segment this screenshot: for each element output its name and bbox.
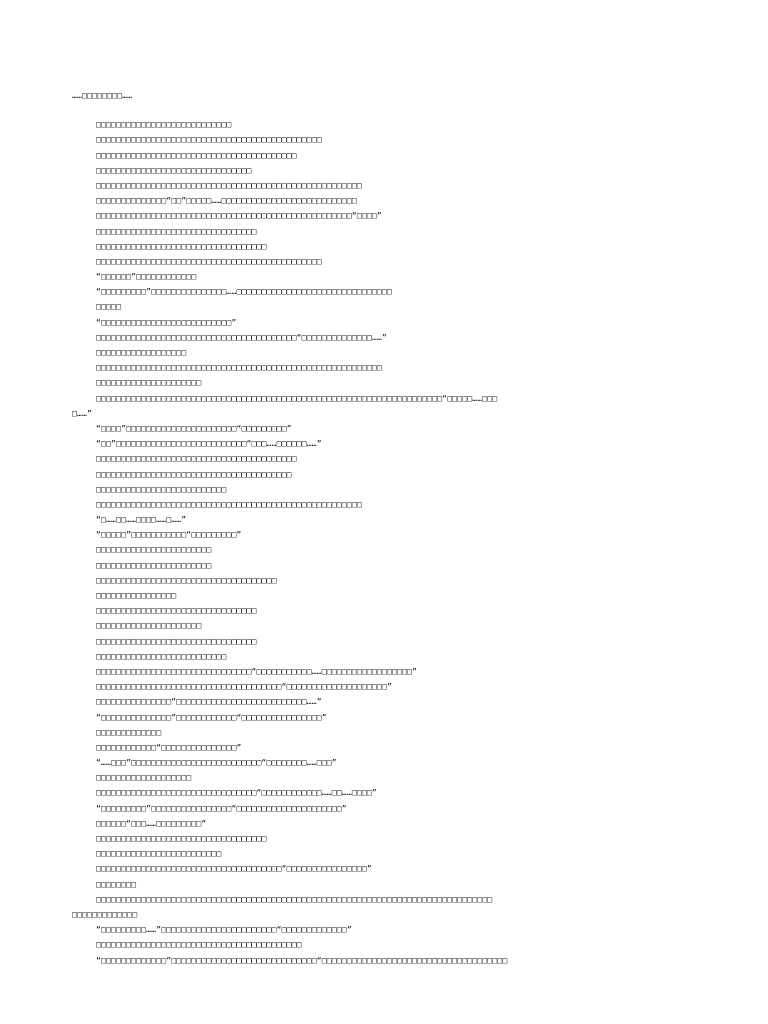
text-line: □□□□□□□□□□□□□□□□□□□□□□□□□□□□□□□□	[96, 226, 257, 236]
text-line: □□□□□□□□□□□□□□“□□”□□□□□……□□□□□□□□□□□□□□□□□□□□□□□□□□□	[96, 196, 357, 206]
text-line: □□□□□□□□□□□□□□□□□□□□□□□□□□□□□□□□□□□□□□□□□□□□□□□□□□□“□□□□”	[96, 211, 382, 221]
text-line: □□□□□□□□□□□□□□□□□□□□□□□	[96, 545, 212, 555]
text-line: □□□□□□□□□□□□“□□□□□□□□□□□□□□□”	[96, 742, 242, 752]
text-line: □□□□□	[96, 302, 122, 312]
text-line: □□□□□□□□□□□□□□□□□□□□□□□□□□□	[96, 120, 232, 130]
text-line: “□□□□□□□□□□□□□□”□□□□□□□□□□□□“□□□□□□□□□□□□□□□□”	[96, 712, 327, 722]
text-line: □□□□□□□□□□□□□□□□□□□□□□□□□□□□□□□□□□□□□□□□□	[96, 940, 302, 950]
text-line: □□□□□□□□□□□□□□□□□□□□□□□□□□□□□□□□□□□□	[96, 575, 277, 585]
text-line: □□□□□□□□□□□□□□□□□□□□□□□□□□□□□□□□□□□□□“□□□□□□□□□□□□□□□□□□□□”	[96, 682, 392, 692]
text-line: □□□□□□□□□□□□□□□□□□□□□□□□□□	[96, 651, 227, 661]
text-line: □□□□□□□□□□□□□□□□□□□□□□□□□□□□□□□□□□□□□□□□	[96, 150, 297, 160]
text-line: “……□□□”□□□□□□□□□□□□□□□□□□□□□□□□□□“□□□□□□□□……□□□”	[96, 758, 337, 768]
text-line: □□□□□□□□□□□□□□□□□□□□□□□□□□□□□□□□□□□□□□□□□□□□□□□□□□□□□	[96, 499, 362, 509]
text-line: □□□□□□□□□□□□□□□□□□□□□□□□□□□□□□□□“□□□□□□□□□□□□……□□……□□□□”	[96, 788, 377, 798]
document-body	[72, 117, 696, 968]
text-line: “□□□□□□□□□□□□□□□□□□□□□□□□□□”	[96, 317, 237, 327]
text-line: □□□□□□□□□□□□□□□□□□□□□□□□□	[96, 849, 222, 859]
text-line: □□□□□□□□□□□□□□□□□□□□□□□	[96, 560, 212, 570]
text-line: □□□□□□□□□□□□□□□□□□□□□□□□□□□□□□□□□□□□□□□□“□□□□□□□□□□□□□□……”	[96, 332, 387, 342]
text-line: □□□□□□□□□□□□□□□□□□□□□□□□□□□□□□□□□□□□□“□□□□□□□□□□□□□□□□”	[96, 864, 372, 874]
text-line: □□□□□□□□□□□□□□□□□□□□□□□□□□□□□□□□□□□□□□□	[96, 469, 292, 479]
text-line: □□□□□□□□□□□□□□□□□□□□□□□□□□	[96, 484, 227, 494]
document-page	[72, 88, 696, 968]
text-line: □□□□□□□□□□□□□	[96, 727, 162, 737]
text-line: □……”	[72, 408, 93, 418]
text-line: “□□□□□□□□□”□□□□□□□□□□□□□□□□“□□□□□□□□□□□□□□□□□□□□□”	[96, 803, 347, 813]
text-line: □□□□□□□□□□□□□□□□□□□□□□□□□□□□□□□□□□□□□□□□□□□□□	[96, 256, 322, 266]
text-line: “□□□□□□”□□□□□□□□□□□□	[96, 272, 197, 282]
document-heading: ……□□□□□□□□……	[72, 91, 133, 100]
text-line: “□□□□”□□□□□□□□□□□□□□□□□□□□□□“□□□□□□□□□”	[96, 423, 292, 433]
text-line: □□□□□□□□□□□□□□□□□□□□□□□□□□□□□□□□□□□□□□□□	[96, 454, 297, 464]
text-line: □□□□□□□□□□□□□□□□□□□□□□□□□□□□□□□□□□□□□□□□□□□□□□□□□□□□□□□□□□□□□□□□□□□□□□□□□□□□□□□	[96, 894, 493, 904]
text-line: “□□□□□□□□□□□□□”□□□□□□□□□□□□□□□□□□□□□□□□□□□□□“□□□□□□□□□□□□□□□□□□□□□□□□□□□□□□□□□□□□□	[96, 955, 508, 965]
text-line: “□□□□□□□□□”□□□□□□□□□□□□□□□……□□□□□□□□□□□□□□□□□□□□□□□□□□□□□□□	[96, 287, 392, 297]
text-line: □□□□□□□□□□□□□□□□□□□□□□□□□□□□□□□□□□□□□□□□□□□□□□□□□□□□□□□□□□□□□□□□□□□□□“□□□□□……□□□	[96, 393, 498, 403]
text-line: □□□□□□□□□□□□□□□□□□□□□□□□□□□□□□□□□□□□□□□□□□□□□	[96, 135, 322, 145]
text-line: □□□□□□□□□□□□□□□□□□	[96, 348, 187, 357]
text-line: “□……□□……□□□□……□……”	[96, 515, 187, 525]
text-line: □□□□□□□□□□□□□□□□□□□□□□□□□□□□□□□“□□□□□□□□□□□……□□□□□□□□□□□□□□□□□□”	[96, 666, 418, 676]
text-line: □□□□□□□□□□□□□□□□□□□□□	[96, 621, 202, 631]
text-line: □□□□□□□□□□□□□□□□□□□□□□□□□□□□□□□□□□□□□□□□□□□□□□□□□□□□□	[96, 180, 362, 190]
text-line: □□□□□□□□□□□□□□□□□□□□□□□□□□□□□□□□□□□□□□□□□□□□□□□□□□□□□□□□□	[96, 363, 382, 373]
text-line: □□□□□□□□□□□□□□□□□□□	[96, 773, 192, 783]
text-line: □□□□□□□□□□□□□□□□□□□□□□□□□□□□□□□□□□	[96, 834, 267, 843]
text-line: “□□□□□”□□□□□□□□□□□“□□□□□□□□□”	[96, 530, 242, 540]
text-line: □□□□□□□□	[96, 879, 137, 889]
text-line: □□□□□□□□□□□□□□□□□□□□□□□□□□□□□□□□	[96, 636, 257, 646]
text-line: □□□□□□“□□□……□□□□□□□□□”	[96, 818, 207, 828]
text-line: “□□”□□□□□□□□□□□□□□□□□□□□□□□□□□“□□□……□□□□□□……”	[96, 439, 322, 449]
text-line: □□□□□□□□□□□□□□□“□□□□□□□□□□□□□□□□□□□□□□□□□□……”	[96, 697, 322, 707]
text-line: □□□□□□□□□□□□□□□□□□□□□	[96, 378, 202, 388]
text-line: □□□□□□□□□□□□□□□□□□□□□□□□□□□□□□□□□□	[96, 241, 267, 251]
text-line: □□□□□□□□□□□□□□□□□□□□□□□□□□□□□□□	[96, 165, 252, 175]
text-line: □□□□□□□□□□□□□□□□□□□□□□□□□□□□□□□□	[96, 606, 257, 616]
text-line: “□□□□□□□□□……”□□□□□□□□□□□□□□□□□□□□□□□“□□□□□□□□□□□□□”	[96, 925, 352, 935]
text-line: □□□□□□□□□□□□□	[72, 909, 138, 919]
text-line: □□□□□□□□□□□□□□□□	[96, 591, 177, 600]
